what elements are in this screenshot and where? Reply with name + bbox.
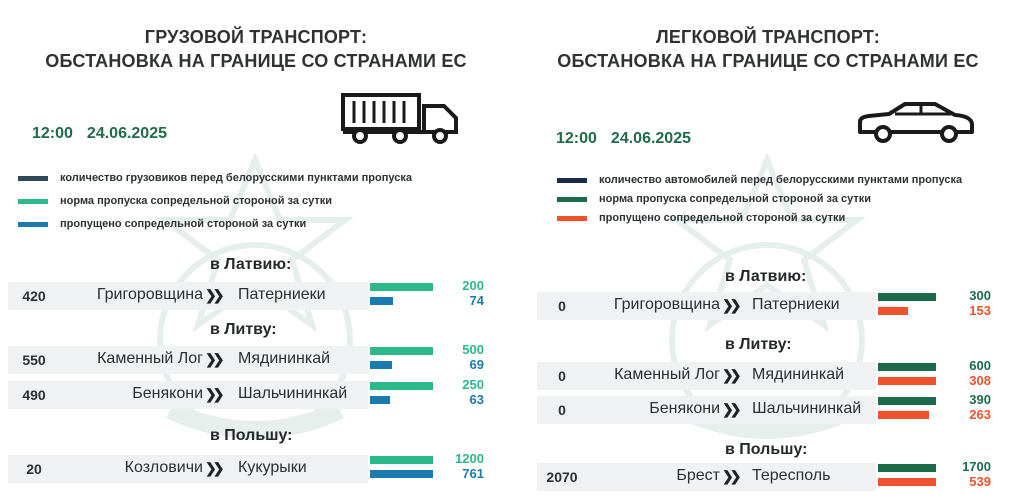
queue-count-label: 20 — [26, 461, 42, 477]
cars-panel — [512, 0, 1024, 502]
to-checkpoint: Кукурыки — [238, 459, 307, 476]
date-label: 24.06.2025 — [610, 130, 691, 147]
time-label: 12:00 — [556, 130, 597, 147]
datetime — [556, 130, 705, 148]
passed-value-label: 539 — [969, 474, 991, 489]
from-checkpoint: Брест — [676, 467, 720, 484]
queue-count-label: 0 — [558, 402, 566, 418]
title-line-1: ЛЕГКОВОЙ ТРАНСПОРТ: — [656, 27, 880, 47]
to-checkpoint: Шальчининкай — [752, 400, 862, 417]
section-heading-lithuania: в Литву: — [725, 336, 792, 353]
passed-bar — [878, 411, 929, 419]
norm-bar — [370, 283, 433, 291]
to-checkpoint: Тересполь — [752, 467, 831, 484]
queue-count-label: 490 — [22, 387, 46, 403]
legend-label: норма пропуска сопредельной стороной за сутки — [60, 195, 333, 207]
section-heading-latvia: в Латвию: — [210, 256, 292, 273]
norm-value-label: 300 — [969, 288, 991, 303]
passed-bar — [878, 307, 908, 315]
title-line-1: ГРУЗОВОЙ ТРАНСПОРТ: — [144, 27, 368, 47]
from-checkpoint: Каменный Лог — [614, 366, 720, 383]
to-checkpoint: Шальчининкай — [238, 385, 348, 402]
legend-label: количество грузовиков перед белорусскими пунктами пропуска — [60, 172, 412, 184]
double-chevron-icon: ❯❯ — [722, 468, 738, 484]
title-line-2: ОБСТАНОВКА НА ГРАНИЦЕ СО СТРАНАМИ ЕС — [45, 51, 467, 71]
legend-label: пропущено сопредельной стороной за сутки — [60, 218, 307, 230]
queue-count-label: 2070 — [546, 469, 578, 485]
legend-item-passed — [18, 217, 306, 231]
legend-label: количество автомобилей перед белорусскими пунктами пропуска — [599, 174, 963, 186]
from-checkpoint: Бенякони — [132, 385, 203, 402]
legend-swatch — [557, 178, 587, 183]
norm-bar — [370, 347, 433, 355]
norm-bar — [878, 363, 936, 371]
from-checkpoint: Григоровщина — [96, 286, 203, 303]
passed-value-label: 63 — [469, 392, 484, 407]
passed-value-label: 308 — [969, 373, 991, 388]
norm-bar — [370, 456, 433, 464]
queue-count-label: 0 — [558, 298, 566, 314]
section-heading-poland: в Польшу: — [210, 427, 293, 444]
norm-value-label: 600 — [969, 358, 991, 373]
to-checkpoint: Патерниеки — [752, 296, 840, 313]
section-heading-latvia: в Латвию: — [725, 268, 807, 285]
legend-label: норма пропуска сопредельной стороной за сутки — [599, 193, 872, 205]
queue-count-label: 0 — [558, 368, 566, 384]
passed-bar — [370, 396, 390, 404]
legend-swatch — [18, 199, 48, 204]
section-heading-lithuania: в Литву: — [210, 321, 277, 338]
double-chevron-icon: ❯❯ — [722, 401, 738, 417]
double-chevron-icon: ❯❯ — [205, 351, 221, 367]
legend-swatch — [18, 176, 48, 181]
passed-bar — [878, 377, 936, 385]
truck-icon — [340, 92, 460, 144]
from-checkpoint: Каменный Лог — [97, 350, 203, 367]
legend-swatch — [557, 216, 587, 221]
car-icon — [855, 100, 977, 145]
legend-swatch — [18, 222, 48, 227]
from-checkpoint: Бенякони — [649, 400, 720, 417]
legend-item-count — [557, 173, 962, 187]
queue-count-label: 550 — [22, 352, 46, 368]
passed-value-label: 69 — [469, 357, 484, 372]
norm-bar — [370, 382, 433, 390]
norm-value-label: 250 — [462, 377, 484, 392]
norm-bar — [878, 397, 936, 405]
to-checkpoint: Мядининкай — [752, 366, 845, 383]
legend-item-norm — [18, 194, 332, 208]
double-chevron-icon: ❯❯ — [722, 367, 738, 383]
passed-value-label: 263 — [969, 407, 991, 422]
norm-value-label: 200 — [462, 278, 484, 293]
passed-value-label: 761 — [462, 466, 484, 481]
norm-value-label: 1700 — [962, 459, 991, 474]
queue-count-label: 420 — [22, 288, 46, 304]
from-checkpoint: Козловичи — [124, 459, 203, 476]
norm-value-label: 500 — [462, 342, 484, 357]
datetime — [32, 125, 181, 143]
panel-title — [0, 25, 512, 73]
passed-bar — [370, 297, 393, 305]
panel-title — [512, 25, 1024, 73]
legend-item-passed — [557, 211, 845, 225]
double-chevron-icon: ❯❯ — [205, 460, 221, 476]
legend-label: пропущено сопредельной стороной за сутки — [599, 212, 846, 224]
passed-bar — [878, 478, 936, 486]
date-label: 24.06.2025 — [86, 125, 167, 142]
passed-value-label: 74 — [469, 293, 484, 308]
norm-bar — [878, 293, 936, 301]
legend-swatch — [557, 197, 587, 202]
double-chevron-icon: ❯❯ — [205, 386, 221, 402]
section-heading-poland: в Польшу: — [725, 441, 808, 458]
to-checkpoint: Патерниеки — [238, 286, 326, 303]
time-label: 12:00 — [32, 125, 73, 142]
passed-bar — [370, 470, 433, 478]
legend-item-norm — [557, 192, 871, 206]
legend-item-count — [18, 171, 412, 185]
norm-value-label: 390 — [969, 392, 991, 407]
norm-value-label: 1200 — [455, 451, 484, 466]
norm-bar — [878, 464, 936, 472]
title-line-2: ОБСТАНОВКА НА ГРАНИЦЕ СО СТРАНАМИ ЕС — [557, 51, 979, 71]
from-checkpoint: Григоровщина — [613, 296, 720, 313]
double-chevron-icon: ❯❯ — [205, 287, 221, 303]
passed-bar — [370, 361, 392, 369]
double-chevron-icon: ❯❯ — [722, 297, 738, 313]
passed-value-label: 153 — [969, 303, 991, 318]
to-checkpoint: Мядининкай — [238, 350, 331, 367]
